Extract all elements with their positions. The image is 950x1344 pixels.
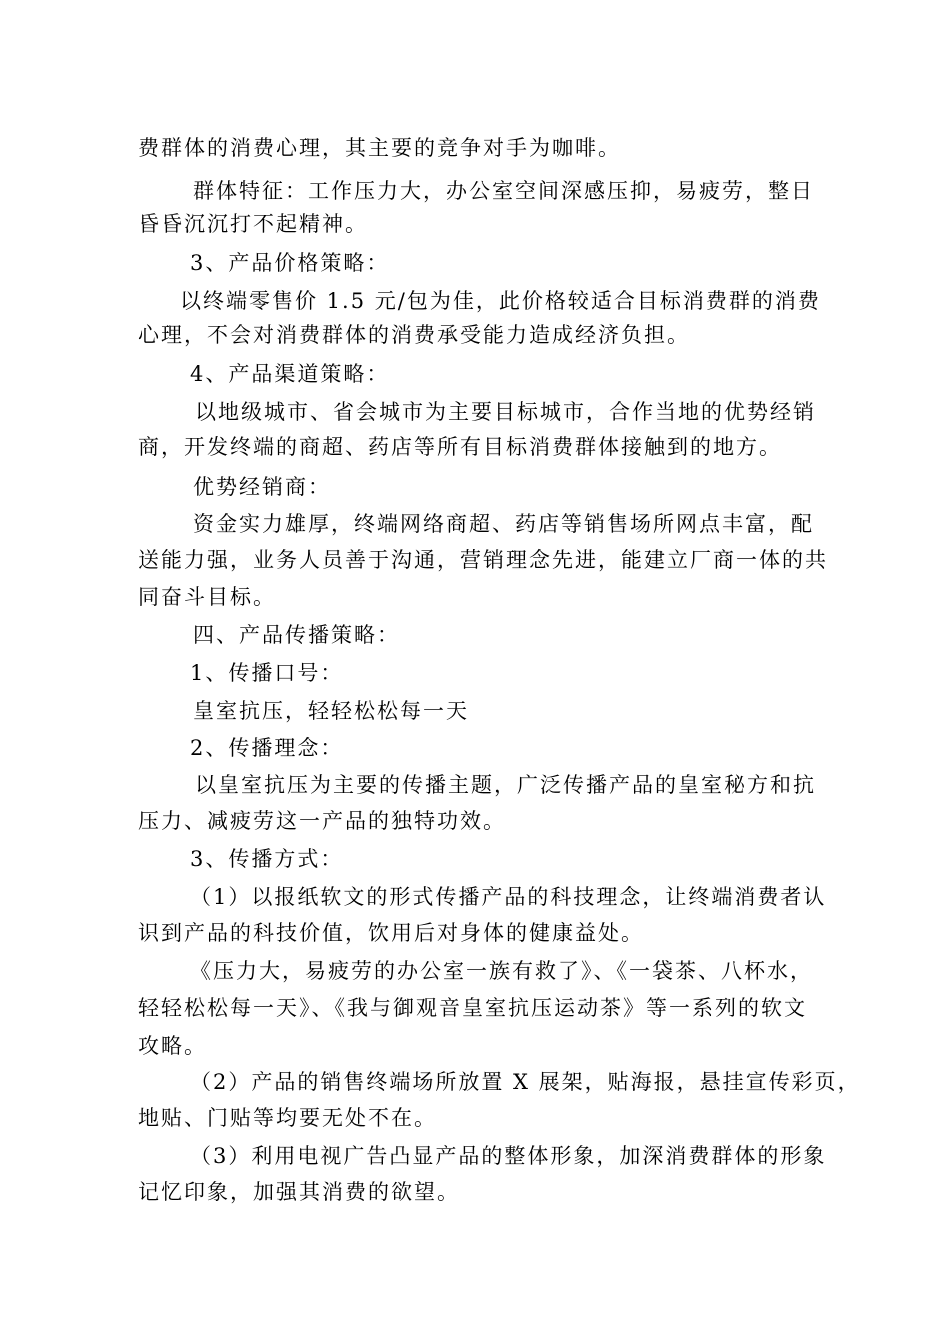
- text-line: 地贴、门贴等均要无处不在。: [138, 1106, 437, 1130]
- section-heading: 3、产品价格策略：: [190, 251, 390, 275]
- section-heading: 四、产品传播策略：: [193, 623, 400, 647]
- section-heading: 4、产品渠道策略：: [190, 362, 390, 386]
- text-line: 以地级城市、省会城市为主要目标城市，合作当地的优势经销: [195, 400, 816, 424]
- subsection-heading: 优势经销商：: [193, 475, 331, 499]
- text-line: 商，开发终端的商超、药店等所有目标消费群体接触到的地方。: [138, 435, 782, 459]
- text-line: 群体特征：工作压力大，办公室空间深感压抑，易疲劳，整日: [193, 179, 814, 203]
- text-line: （1）以报纸软文的形式传播产品的科技理念，让终端消费者认: [190, 885, 827, 909]
- text-line: 以终端零售价 1.5 元/包为佳，此价格较适合目标消费群的消费: [180, 289, 821, 313]
- slogan-line: 皇室抗压，轻轻松松每一天: [193, 699, 469, 723]
- text-line: 心理，不会对消费群体的消费承受能力造成经济负担。: [138, 323, 690, 347]
- text-line: 资金实力雄厚，终端网络商超、药店等销售场所网点丰富，配: [193, 512, 814, 536]
- text-line: 轻轻松松每一天》、《我与御观音皇室抗压运动茶》等一系列的软文: [138, 996, 807, 1020]
- text-line: 同奋斗目标。: [138, 585, 276, 609]
- text-line: 《压力大，易疲劳的办公室一族有救了》、《一袋茶、八杯水，: [190, 959, 813, 983]
- text-line: （3）利用电视广告凸显产品的整体形象，加深消费群体的形象: [190, 1144, 827, 1168]
- section-heading: 2、传播理念：: [190, 736, 344, 760]
- section-heading: 1、传播口号：: [190, 661, 344, 685]
- text-line: （2）产品的销售终端场所放置 X 展架，贴海报，悬挂宣传彩页，: [190, 1070, 861, 1094]
- text-line: 记忆印象，加强其消费的欲望。: [138, 1180, 460, 1204]
- text-line: 识到产品的科技价值，饮用后对身体的健康益处。: [138, 921, 644, 945]
- text-line: 压力、减疲劳这一产品的独特功效。: [138, 809, 506, 833]
- text-line: 送能力强，业务人员善于沟通，营销理念先进，能建立厂商一体的共: [138, 548, 828, 572]
- text-line: 昏昏沉沉打不起精神。: [138, 212, 368, 236]
- text-line: 费群体的消费心理，其主要的竞争对手为咖啡。: [138, 136, 621, 160]
- text-line: 以皇室抗压为主要的传播主题，广泛传播产品的皇室秘方和抗: [195, 773, 816, 797]
- text-line: 攻略。: [138, 1034, 207, 1058]
- section-heading: 3、传播方式：: [190, 847, 344, 871]
